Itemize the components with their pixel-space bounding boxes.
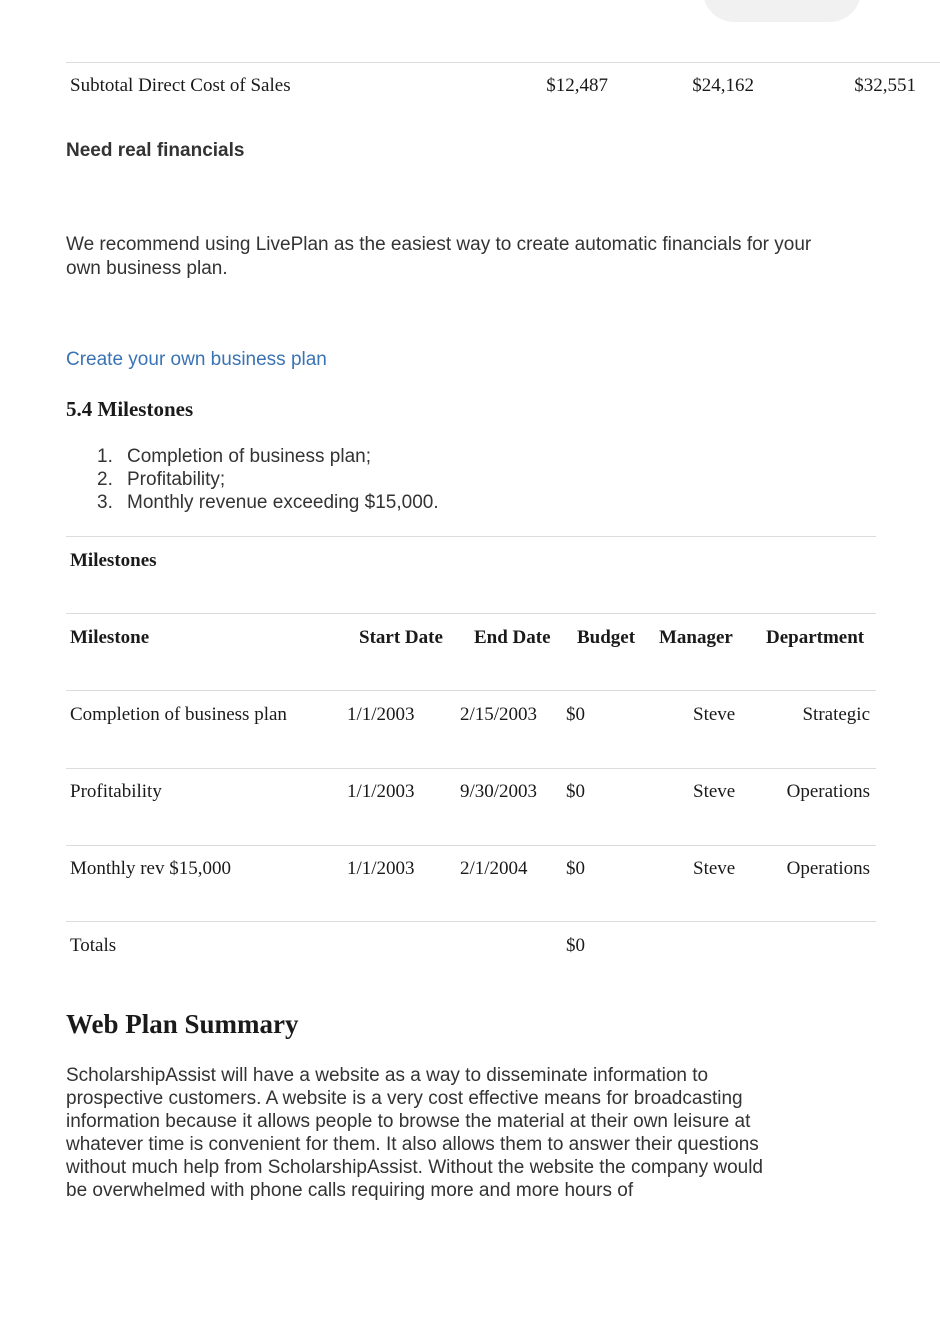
header-department: Department bbox=[766, 627, 865, 648]
cell-milestone: Profitability bbox=[70, 781, 162, 802]
paragraph-line: ScholarshipAssist will have a website as a way to disseminate information to bbox=[66, 1065, 709, 1086]
web-summary-body bbox=[66, 1064, 826, 1202]
cell-budget: $0 bbox=[566, 781, 585, 802]
table-title: Milestones bbox=[70, 550, 157, 571]
paragraph-line: be overwhelmed with phone calls requiring more and more hours of bbox=[66, 1180, 634, 1201]
paragraph-line: information because it allows people to browse the material at their own leisure at bbox=[66, 1111, 751, 1132]
cell-milestone: Completion of business plan bbox=[70, 704, 287, 725]
subtotal-value-1: $12,487 bbox=[546, 75, 608, 96]
cell-start-date: 1/1/2003 bbox=[347, 704, 415, 725]
milestone-list bbox=[97, 445, 439, 514]
cell-start-date: 1/1/2003 bbox=[347, 858, 415, 879]
cell-manager: Steve bbox=[693, 704, 736, 725]
cell-milestone: Monthly rev $15,000 bbox=[70, 858, 231, 879]
section-title: 5.4 Milestones bbox=[66, 397, 194, 421]
divider bbox=[66, 536, 876, 537]
divider bbox=[66, 613, 876, 614]
header-end-date: End Date bbox=[474, 627, 551, 648]
notice-heading: Need real financials bbox=[66, 140, 245, 161]
cell-budget: $0 bbox=[566, 704, 585, 725]
cell-manager: Steve bbox=[693, 858, 736, 879]
notice-body: We recommend using LivePlan as the easiest way to create automatic financials for your own business plan. bbox=[66, 234, 812, 279]
header-milestone: Milestone bbox=[70, 627, 150, 648]
cell-manager: Steve bbox=[693, 781, 736, 802]
cell-department: Operations bbox=[786, 781, 870, 802]
paragraph-line: whatever time is convenient for them. It also allows them to answer their questions bbox=[66, 1134, 759, 1155]
totals-budget: $0 bbox=[566, 935, 585, 956]
subtotal-value-2: $24,162 bbox=[692, 75, 754, 96]
paragraph-line: without much help from ScholarshipAssist. Without the website the company would bbox=[66, 1157, 763, 1178]
cell-department: Strategic bbox=[802, 704, 870, 725]
divider bbox=[66, 845, 876, 846]
cell-end-date: 9/30/2003 bbox=[460, 781, 538, 802]
web-summary-title: Web Plan Summary bbox=[66, 1009, 299, 1039]
list-item: 1. Completion of business plan; bbox=[97, 446, 371, 467]
subtotal-value-3: $32,551 bbox=[854, 75, 916, 96]
cell-budget: $0 bbox=[566, 858, 585, 879]
subtotal-label: Subtotal Direct Cost of Sales bbox=[70, 75, 291, 96]
create-plan-link[interactable]: Create your own business plan bbox=[66, 349, 327, 370]
header-start-date: Start Date bbox=[359, 627, 443, 648]
divider bbox=[66, 62, 940, 63]
cell-start-date: 1/1/2003 bbox=[347, 781, 415, 802]
totals-label: Totals bbox=[70, 935, 117, 956]
cell-department: Operations bbox=[786, 858, 870, 879]
divider bbox=[66, 768, 876, 769]
cell-end-date: 2/15/2003 bbox=[460, 704, 538, 725]
list-item: 2. Profitability; bbox=[97, 469, 226, 490]
scroll-indicator bbox=[703, 0, 861, 22]
divider bbox=[66, 921, 876, 922]
header-manager: Manager bbox=[659, 627, 733, 648]
header-budget: Budget bbox=[577, 627, 636, 648]
cell-end-date: 2/1/2004 bbox=[460, 858, 528, 879]
list-item: 3. Monthly revenue exceeding $15,000. bbox=[97, 492, 439, 513]
paragraph-line: prospective customers. A website is a very cost effective means for broadcasting bbox=[66, 1088, 743, 1109]
divider bbox=[66, 690, 876, 691]
